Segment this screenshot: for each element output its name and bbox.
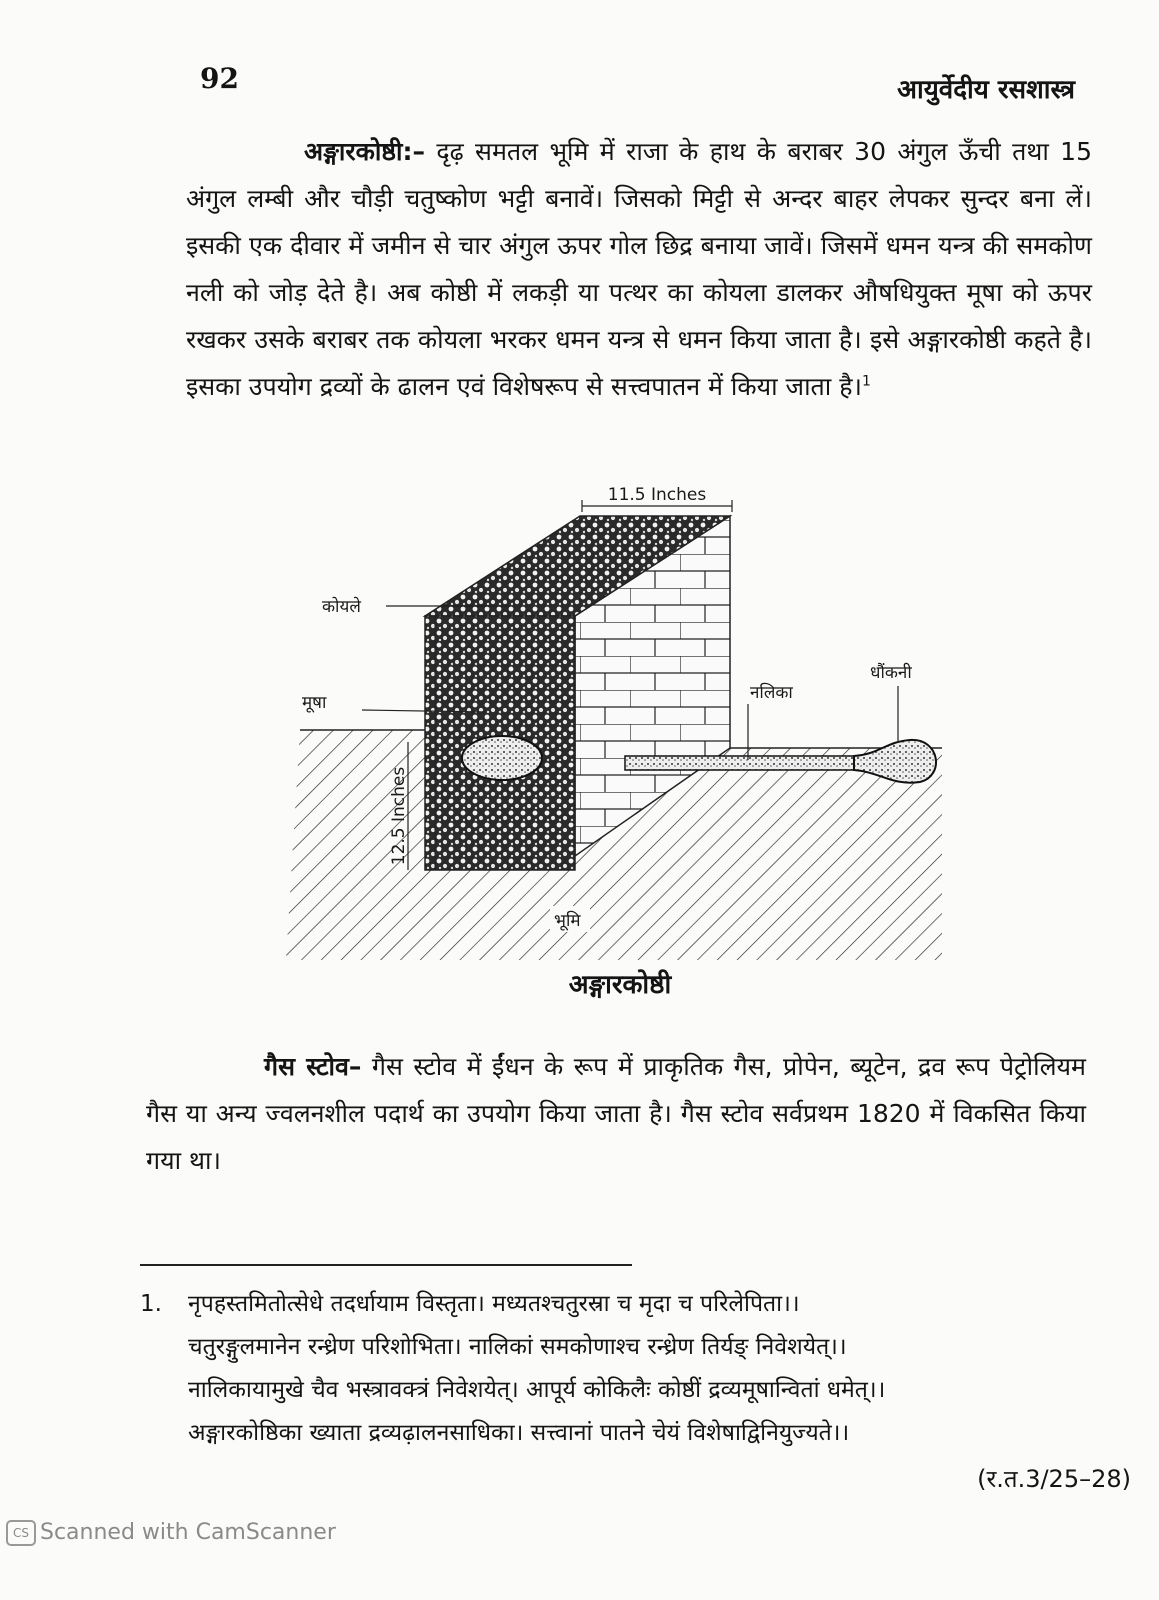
page-number: 92 (200, 62, 239, 95)
footnote-line: अङ्गारकोष्ठिका ख्याता द्रव्यढ़ालनसाधिका। सत्त्वानां पातने चेयं विशेषाद्विनियुज्यते।। (188, 1420, 850, 1446)
footnote-line: चतुरङ्गुलमानेन रन्ध्रेण परिशोभिता। नालिकां समकोणाश्च रन्ध्रेण तिर्यङ् निवेशयेत्।। (188, 1334, 847, 1360)
dimension-side-label: 12.5 Inches (389, 766, 409, 866)
footnote-marker: 1 (861, 373, 871, 390)
figure-caption: अङ्गारकोष्ठी (568, 970, 672, 1000)
furnace-diagram (280, 486, 980, 966)
label-pipe: नलिका (750, 683, 793, 703)
label-ground: भूमि (554, 911, 581, 931)
running-head: आयुर्वेदीय रसशास्त्र (897, 75, 1075, 105)
footnote-line: नृपहस्तमितोत्सेधे तदर्धायाम विस्तृता। मध्यतश्चतुरस्रा च मृदा च परिलेपिता।। (188, 1291, 800, 1317)
term-angarakoshthi: अङ्गारकोष्ठी:– (304, 137, 425, 166)
paragraph-body: दृढ़ समतल भूमि में राजा के हाथ के बराबर 30 अंगुल ऊँची तथा 15 अंगुल लम्बी और चौड़ी चतुष्कोण भट्टी बनावें। जिसको मिट्टी से अन्दर बाहर लेपकर सुन्दर बना लें। इसकी एक दीवार में जमीन से चार अंगुल ऊपर गोल छिद्र बनाया जावें। जिसमें धमन यन्त्र की समकोण नली को जोड़ देते है। अब कोष्ठी में लकड़ी या पत्थर का कोयला डालकर औषधियुक्त मूषा को ऊपर रखकर उसके बराबर तक कोयला भरकर धमन यन्त्र से धमन किया जाता है। इसे अङ्गारकोष्ठी कहते है। इसका उपयोग द्रव्यों के ढालन एवं विशेषरूप से सत्त्वपातन में किया जाता है। (186, 137, 1092, 401)
dimension-top-label: 11.5 Inches (607, 486, 707, 505)
paragraph-angarakoshthi (186, 128, 1092, 410)
paragraph-gas-stove (146, 1043, 1086, 1184)
label-bellows: धौंकनी (870, 663, 912, 683)
blow-pipe (625, 756, 857, 770)
footnote-reference: (र.त.3/25–28) (977, 1465, 1131, 1493)
term-gas-stove: गैस स्टोव– (264, 1052, 362, 1081)
footnote-number: 1. (140, 1291, 162, 1317)
label-coal: कोयले (322, 597, 361, 617)
footnote-line: नालिकायामुखे चैव भस्त्रावक्त्रं निवेशयेत्। आपूर्य कोकिलैः कोष्ठीं द्रव्यमूषान्वितां धमेत्।। (188, 1377, 886, 1403)
label-crucible: मूषा (302, 693, 327, 713)
paragraph-body: गैस स्टोव में ईंधन के रूप में प्राकृतिक गैस, प्रोपेन, ब्यूटेन, द्रव रूप पेट्रोलियम गैस या अन्य ज्वलनशील पदार्थ का उपयोग किया जाता है। गैस स्टोव सर्वप्रथम 1820 में विकसित किया गया था। (146, 1052, 1086, 1175)
camscanner-logo-icon: CS (6, 1520, 36, 1546)
dimension-top (582, 486, 732, 512)
footnote (140, 1283, 1080, 1455)
crucible (462, 736, 542, 780)
footnote-divider (140, 1264, 632, 1266)
scanner-watermark (6, 1520, 336, 1546)
watermark-text: Scanned with CamScanner (40, 1520, 336, 1545)
